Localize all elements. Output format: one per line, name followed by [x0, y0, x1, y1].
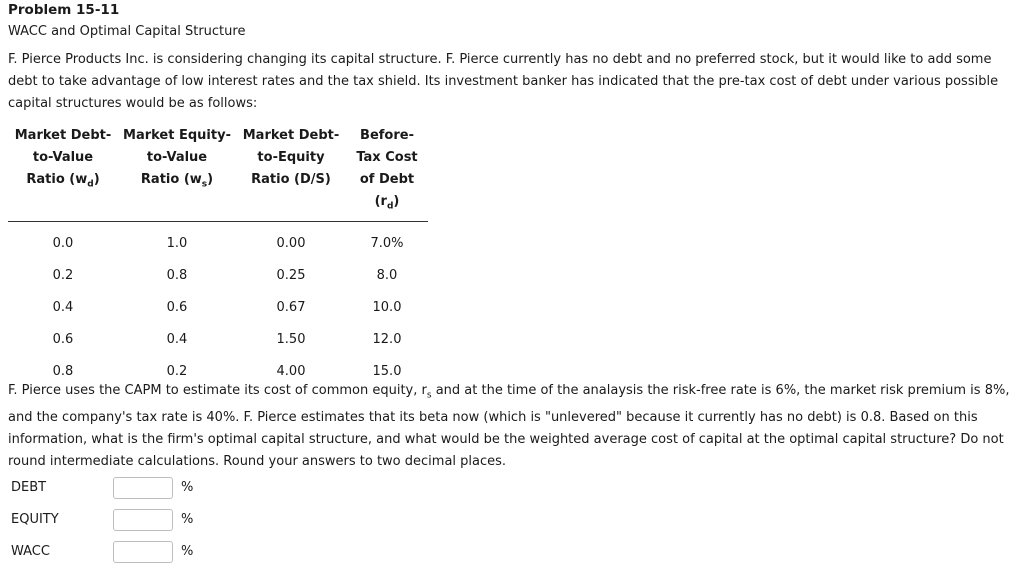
cell-equity-to-value: 1.0 — [166, 236, 188, 252]
answer-label-debt: DEBT — [11, 480, 47, 495]
answer-unit-wacc: % — [181, 544, 194, 559]
cell-debt-to-equity: 1.50 — [276, 332, 306, 348]
debt-answer-input[interactable] — [113, 477, 173, 499]
table-row — [8, 260, 428, 292]
cell-cost-of-debt: 7.0% — [370, 236, 404, 252]
instructions-paragraph: F. Pierce uses the CAPM to estimate its cost of common equity, $r_s$ and at the time of the analaysis the risk-free rate is 6%, the market risk premium is 8%, and the company's tax rate is 40%. F. Pierce estimates that its beta now (which is "unlevered" because it currently has no debt) is 0.8. Based on this information, what is the firm's optimal capital structure, and what would be the weighted average cost of capital at the optimal capital structure? Do not round intermediate calculations. Round your answers to two decimal places. — [8, 383, 1010, 469]
problem-subtitle: WACC and Optimal Capital Structure — [8, 24, 246, 39]
table-row — [8, 324, 428, 356]
capital-structure-table — [8, 125, 428, 388]
header-debt-to-value: Market Debt- to-Value Ratio $(w_d)$ — [8, 125, 118, 221]
cell-equity-to-value: 0.4 — [166, 332, 188, 348]
header-equity-to-value: Market Equity- to-Value Ratio $(w_s)$ — [118, 125, 236, 221]
cell-equity-to-value: 0.8 — [166, 268, 188, 284]
cell-debt-to-equity: 0.25 — [276, 268, 306, 284]
cell-cost-of-debt: 10.0 — [372, 300, 402, 316]
answer-unit-debt: % — [181, 480, 194, 495]
table-row — [8, 221, 428, 260]
header-debt-to-equity: Market Debt- to-Equity Ratio (D/S) — [236, 125, 346, 221]
answer-label-wacc: WACC — [11, 544, 50, 559]
cell-debt-to-value: 0.2 — [52, 268, 74, 284]
cell-debt-to-value: 0.6 — [52, 332, 74, 348]
table-row — [8, 292, 428, 324]
cell-debt-to-value: 0.4 — [52, 300, 74, 316]
cell-cost-of-debt: 8.0 — [376, 268, 398, 284]
cell-debt-to-equity: 0.00 — [276, 236, 306, 252]
answer-label-equity: EQUITY — [11, 512, 59, 527]
cell-debt-to-value: 0.8 — [52, 364, 74, 380]
wacc-answer-input[interactable] — [113, 541, 173, 563]
intro-paragraph: F. Pierce Products Inc. is considering changing its capital structure. F. Pierce currently has no debt and no preferred stock, but it would like to add some debt to take advantage of low interest rates and the tax shield. Its investment banker has indicated that the pre-tax cost of debt under various possible capital structures would be as follows: — [8, 52, 999, 111]
header-cost-of-debt: Before- Tax Cost of Debt $(r_d)$ — [346, 125, 428, 221]
cell-debt-to-value: 0.0 — [52, 236, 74, 252]
cell-debt-to-equity: 0.67 — [276, 300, 306, 316]
problem-title: Problem 15-11 — [8, 2, 120, 18]
cell-equity-to-value: 0.6 — [166, 300, 188, 316]
cell-cost-of-debt: 12.0 — [372, 332, 402, 348]
cell-debt-to-equity: 4.00 — [276, 364, 306, 380]
equity-answer-input[interactable] — [113, 509, 173, 531]
cell-equity-to-value: 0.2 — [166, 364, 188, 380]
cell-cost-of-debt: 15.0 — [372, 364, 402, 380]
answer-unit-equity: % — [181, 512, 194, 527]
